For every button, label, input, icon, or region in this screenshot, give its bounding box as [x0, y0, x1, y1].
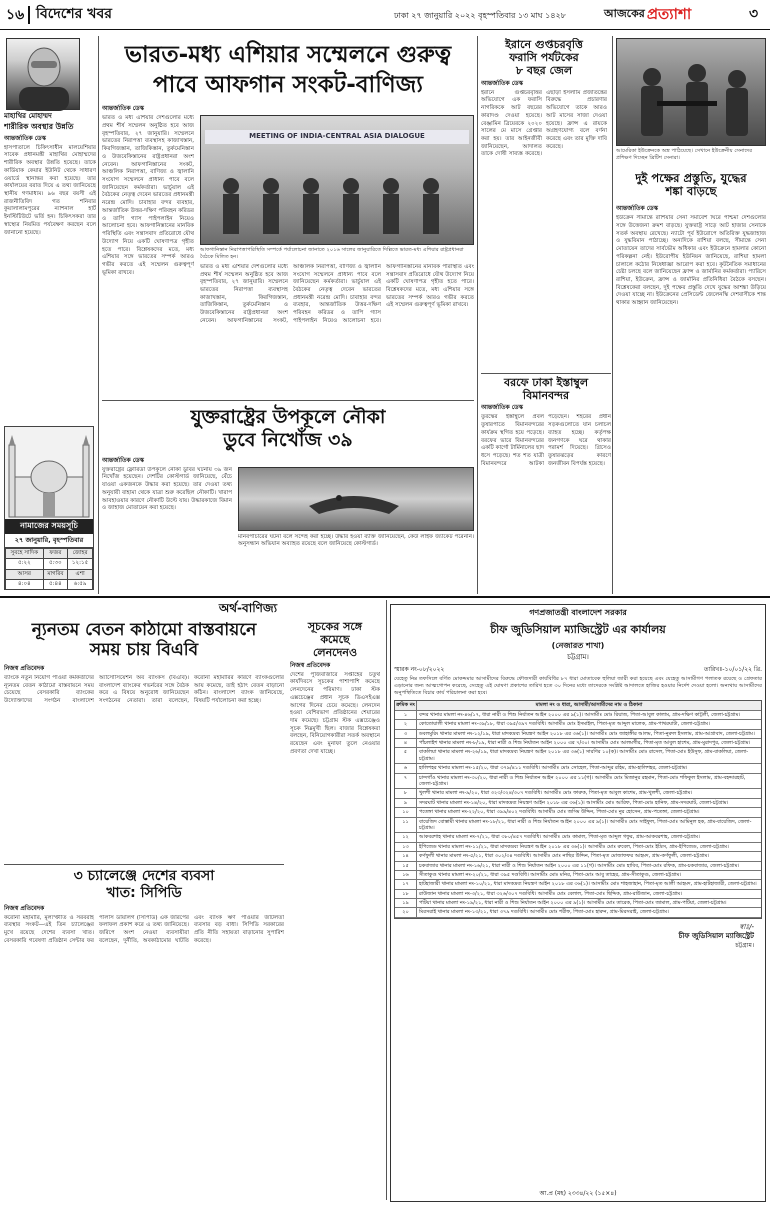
brand-prefix: আজকের [604, 6, 645, 20]
istanbul-block [481, 376, 611, 592]
notice-row [395, 799, 761, 808]
istanbul-headline-2: বিমানবন্দর [522, 389, 570, 403]
notice-intro: যেহেতু নিম্ন তফসিলে বর্ণিত মোকদ্দমার আসামীদের বিরুদ্ধে ফৌজদারী কার্যবিধির ৮৭ ধারা মোতাবেক হুলিয়া জারী করা হয়েছে এবং যেহেতু আসামীগণ পলাতক রয়েছে ও গ্রেফতার এড়ানোর জন্য আত্মগোপন করেছে, সেহেতু এই ঘোষণা প্রকাশের তারিখ হতে ৩০ দিনের মধ্যে তাদেরকে সংশ্লিষ্ট আদালতে হাজির হওয়ার নির্দেশ দেওয়া হলো। অন্যথায় আসামীদের অনুপস্থিতিতে বিচার কার্য পরিচালনা করা হবে। [394, 675, 762, 697]
notice-row [395, 899, 761, 908]
notice-row [395, 808, 761, 817]
mahathir-story [4, 38, 96, 426]
mosque-illustration [5, 427, 93, 519]
index-story [290, 620, 380, 1092]
iran-headline-1: ইরানে গুপ্তচরবৃত্তি [505, 38, 583, 51]
court-notice [390, 604, 766, 1202]
wage-story [4, 620, 284, 862]
mahathir-body: হাসপাতালে চিকিৎসাধীন মালয়েশিয়ার সাবেক প্রধানমন্ত্রী মাহাথির মোহাম্মদের শারীরিক অবস্থার উন্নতি হয়েছে। তাকে কার্ডিয়াক কেয়ার ইউনিট থেকে সাধারণ ওয়ার্ডে স্থানান্তর করা হয়েছে। তার কার্যালয়ের বরাত দিয়ে এ তথ্য জানিয়েছে স্থানীয় গণমাধ্যম। ৯৬ বছর বয়সী এই রাজনীতিবিদ গত শনিবার কুয়ালালামপুরের ন্যাশনাল হার্ট ইনস্টিটিউটে ভর্তি হন। চিকিৎসকরা তার স্বাস্থ্যের নিয়মিত পর্যবেক্ষণ করছেন বলে জানানো হয়েছে। [4, 144, 96, 236]
capsized-boat-icon [239, 468, 469, 532]
meeting-banner: MEETING OF INDIA-CENTRAL ASIA DIALOGUE [205, 130, 469, 143]
iran-story [481, 38, 607, 370]
notice-serial: ৮ [395, 789, 417, 797]
prayer-cell: ১২:১৫ [68, 559, 93, 570]
boat-photo [238, 467, 474, 531]
notice-serial: ৩ [395, 730, 417, 738]
notice-row [395, 739, 761, 748]
notice-entry: সদরঘাট থানার মামলা নং-১৪/২০, ধারা মাদকদ্রব্য নিয়ন্ত্রণ আইন ২০১৮ এর ৩৬(১)। আসামীঃ মোঃ আরিফ, পিতা-মোঃ হানিফ, গ্রাম-সদরঘাট, জেলা-চট্টগ্রাম। [419, 799, 729, 806]
prayer-row [6, 548, 93, 559]
notice-row [395, 833, 761, 842]
lead-headline-1: ভারত-মধ্য এশিয়ার সম্মেলনে গুরুত্ব [124, 42, 452, 68]
mosque-icon [5, 427, 93, 519]
lead-photo-caption: আফগানিস্তান নিরাপত্তাপরিস্থিতি সম্পর্কে পর্যালোচনা জানাতে ২০১৬ সালের জানুয়ারিতে দিল্লিতে ভারত-মধ্য এশিয়ার রাষ্ট্রপ্রধানরা বৈঠকে মিলিত হন। [200, 247, 464, 261]
notice-entry: পটিয়া থানার মামলা নং-১৯/২১, ধারা নারী ও শিশু নির্যাতন আইন ২০০০ এর ৯(১)। আসামীঃ মোঃ তারেক, পিতা-মোঃ জামাল, গ্রাম-পটিয়া, জেলা-চট্টগ্রাম। [419, 900, 727, 907]
notice-row [395, 818, 761, 834]
soldiers-icon [617, 39, 766, 147]
lead-body: ভারত ও মধ্য এশিয়ার দেশগুলোর মধ্যে প্রথম শীর্ষ সম্মেলন অনুষ্ঠিত হবে আজ বৃহস্পতিবার, ২৭ জানুয়ারি। সম্মেলনে ভারতের নিরাপত্তা ব্যবস্থাসহ কাজাখস্তান, কিরগিজস্তান, তাজিকিস্তান, তুর্কমেনিস্তান ও উজবেকিস্তানের রাষ্ট্রপ্রধানরা অংশ নেবেন। আফগানিস্তানের সংকট, আঞ্চলিক নিরাপত্তা, বাণিজ্য ও জ্বালানি সংযোগ সম্মেলনে প্রাধান্য পাবে বলে জানিয়েছেন কর্মকর্তারা। ভার্চুয়াল এই বৈঠকের নেতৃত্ব দেবেন ভারতের প্রধানমন্ত্রী নরেন্দ্র মোদি। চাবাহার বন্দর ব্যবহার, আন্তর্জাতিক উত্তর-দক্ষিণ পরিবহন করিডর ও তাপি গ্যাস পাইপলাইন নিয়েও আলোচনা হবে। আফগানিস্তানের মানবিক পরিস্থিতি এবং সন্ত্রাসবাদ প্রতিরোধে যৌথ উদ্যোগ নিয়ে একটি ঘোষণাপত্র গৃহীত হতে পারে। বিশ্লেষকদের মতে, মধ্য এশিয়ার সঙ্গে ভারতের সম্পর্ক আরও গভীর করতে এই সম্মেলন গুরুত্বপূর্ণ ভূমিকা রাখবে। [102, 115, 194, 276]
boat-byline: আন্তর্জাতিক ডেস্ক [102, 456, 144, 464]
mahathir-photo [6, 38, 80, 110]
notice-serial: ২০ [395, 908, 417, 916]
notice-serial: ৯ [395, 799, 417, 807]
ukraine-headline-2: শঙ্কা বাড়ছে [665, 184, 717, 199]
cpd-headline-1: ৩ চ্যালেঞ্জে দেশের ব্যবসা [73, 868, 215, 884]
iran-headline-2: ফরাসি পর্যটকের [509, 51, 579, 65]
iran-headline-3: ৮ বছর জেল [515, 64, 573, 78]
iran-byline: আন্তর্জাতিক ডেস্ক [481, 79, 523, 87]
notice-city: চট্টগ্রাম। [567, 653, 589, 662]
notice-entry: পতেঙ্গা থানার মামলা নং-২২/২০, ধারা ৩৯৯/৪০২ দণ্ডবিধি। আসামীঃ মোঃ জসিম উদ্দিন, পিতা-মোঃ নুর হোসেন, গ্রাম-পতেঙ্গা, জেলা-চট্টগ্রাম। [419, 809, 700, 816]
notice-row [395, 871, 761, 880]
notice-row [395, 730, 761, 739]
prayer-row [6, 580, 93, 590]
notice-entry: রাউজান থানার মামলা নং-৩/২১, ধারা ৩২৬/৩০৭ দণ্ডবিধি। আসামীঃ মোঃ বেলাল, পিতা-মোঃ ছিদ্দিক, গ্রাম-রাউজান, জেলা-চট্টগ্রাম। [419, 890, 682, 897]
index-byline: নিজস্ব প্রতিবেদক [290, 661, 331, 669]
prayer-box [4, 426, 94, 590]
index-body: দেশের পুঁজিবাজারে সপ্তাহের চতুর্থ কার্যদিবসে সূচকের পাশাপাশি কমেছে লেনদেনের পরিমাণ। ঢাকা স্টক এক্সচেঞ্জের প্রধান সূচক ডিএসইএক্স আগের দিনের চেয়ে কমেছে। লেনদেন হওয়া বেশিরভাগ প্রতিষ্ঠানের শেয়ারের দাম কমেছে। চট্টগ্রাম স্টক এক্সচেঞ্জেও সূচক নিম্নমুখী ছিল। বাজার বিশ্লেষকরা বলছেন, বিনিয়োগকারীরা সতর্ক অবস্থানে রয়েছেন এবং মুনাফা তুলে নেওয়ার প্রবণতা দেখা যাচ্ছে। [290, 671, 380, 755]
notice-row [395, 774, 761, 790]
notice-serial: ৭ [395, 774, 417, 789]
notice-row [395, 908, 761, 917]
lead-photo [200, 115, 474, 245]
notice-row [395, 711, 761, 720]
boat-body-continued: মানবপাচারের ঘটনা বলে সন্দেহ করা হচ্ছে। উদ্ধার হওয়া ব্যক্তি জানিয়েছেন, কেউ লাইফ জ্যাকেট পরেননি। অনুসন্ধান অভিযান অব্যাহত রয়েছে বলে জানিয়েছে কোস্টগার্ড। [238, 533, 474, 548]
notice-row [395, 789, 761, 798]
notice-serial: ২ [395, 720, 417, 728]
column-rule [98, 36, 99, 594]
notice-row [395, 720, 761, 729]
istanbul-byline: আন্তর্জাতিক ডেস্ক [481, 404, 523, 412]
notice-table-header [395, 701, 761, 710]
notice-sign-label: স্বাঃ/- [739, 922, 754, 931]
notice-serial: ১৯ [395, 899, 417, 907]
prayer-cell: ৫:৪৪ [43, 580, 68, 590]
cpd-story [4, 868, 284, 1200]
section-rule [0, 596, 770, 598]
istanbul-body: তুরস্কের ইস্তাম্বুলে প্রবল তুষারপাতে বিমানবন্দরের কার্যক্রম স্থগিত হয়ে পড়েছে। বরফের ভারে বিমানবন্দরের একটি কার্গো টার্মিনালের ছাদ ধসে পড়েছে। শত শত যাত্রী বিমানবন্দরে আটকা পড়েছেন। শহরের প্রধান সড়কগুলোতে যান চলাচল ব্যাহত হচ্ছে। কর্তৃপক্ষ জনগণকে ঘরে থাকার পরামর্শ দিয়েছে। গ্রিসেও তুষারঝড়ের কারণে জনজীবন বিপর্যস্ত হয়েছে। [481, 414, 611, 467]
notice-row [395, 748, 761, 764]
ukraine-photo [616, 38, 766, 146]
notice-serial: ১৬ [395, 871, 417, 879]
notice-entry: বাকলিয়া থানার মামলা নং-২৬/১৯, ধারা মাদকদ্রব্য নিয়ন্ত্রণ আইন ২০১৮ এর ৩৬(১) সারণির ১০(ক)। আসামীঃ মোঃ রাসেল, পিতা-মোঃ ইউসুফ, গ্রাম-বাকলিয়া, জেলা-চট্টগ্রাম। [419, 749, 749, 762]
column-rule [477, 36, 478, 594]
notice-row [395, 852, 761, 861]
header-rule [0, 29, 770, 30]
prayer-row [6, 559, 93, 570]
prayer-table [5, 548, 93, 590]
notice-entry: চান্দগাঁও থানার মামলা নং-৩০/২০, ধারা নারী ও শিশু নির্যাতন আইন ২০০০ এর ১১(গ)। আসামীঃ মোঃ মিজানুর রহমান, পিতা-মোঃ শফিকুল ইসলাম, গ্রাম-বহদ্দারহাট, জেলা-চট্টগ্রাম। [419, 774, 746, 787]
notice-row [395, 764, 761, 773]
page-number: ১৬ [6, 7, 25, 23]
cpd-byline: নিজস্ব প্রতিবেদক [4, 904, 45, 912]
notice-serial: ১৩ [395, 843, 417, 851]
notice-entry: ডবলমুরিং থানার মামলা নং-১২/১৯, ধারা মাদকদ্রব্য নিয়ন্ত্রণ আইন ২০১৮ এর ৩৬(১)। আসামীঃ মোঃ জাহাঙ্গীর আলম, পিতা-নুরুল ইসলাম, গ্রাম-আগ্রাবাদ, জেলা-চট্টগ্রাম। [419, 730, 755, 737]
prayer-cell: ৫:২২ [6, 559, 44, 570]
notice-entry: চকবাজার থানার মামলা নং-১৬/২১, ধারা নারী ও শিশু নির্যাতন আইন ২০০০ এর ১১(গ)। আসামীঃ মোঃ হাবিব, পিতা-মোঃ রফিক, গ্রাম-চকবাজার, জেলা-চট্টগ্রাম। [419, 862, 740, 869]
ukraine-byline: আন্তর্জাতিক ডেস্ক [616, 205, 658, 213]
notice-sign-title: চীফ জুডিসিয়াল ম্যাজিস্ট্রেট [678, 932, 754, 941]
notice-serial: ৪ [395, 739, 417, 747]
boat-headline-1: যুক্তরাষ্ট্রের উপকূলে নৌকা [190, 406, 386, 428]
masthead-logo [604, 4, 691, 24]
notice-table [394, 700, 762, 918]
index-headline-2: কমেছে [320, 633, 350, 647]
notice-branch: (নেজারত শাখা) [551, 640, 605, 650]
commerce-label [168, 600, 328, 616]
notice-entry: ইপিজেড থানার মামলা নং-১১/২১, ধারা মাদকদ্রব্য নিয়ন্ত্রণ আইন ২০১৮ এর ৩৬(১)। আসামীঃ মোঃ রুবেল, পিতা-মোঃ ইদ্রিস, গ্রাম-ইপিজেড, জেলা-চট্টগ্রাম। [419, 843, 729, 850]
index-headline-3: লেনদেনও [312, 646, 358, 660]
mahathir-byline: আন্তর্জাতিক ডেস্ক [4, 134, 46, 142]
prayer-cell: এশা [68, 569, 93, 580]
col-description: মামলা নং ও ধারা, আসামী/আসামীদের নাম ও ঠিকানা [535, 702, 643, 709]
col-serial: ক্রমিক নং [395, 701, 417, 709]
dateline: ঢাকা ২৭ জানুয়ারি ২০২২ বৃহস্পতিবার ১৩ মাঘ ১৪২৮ [394, 11, 566, 20]
prayer-cell: সুবহে সাদিক [6, 548, 44, 559]
notice-entry: খুলশী থানার মামলা নং-৯/২০, ধারা ৩২৩/৩২৪/৩০৭ দণ্ডবিধি। আসামীঃ মোঃ ফারুক, পিতা-মৃত আবুল কাশেম, গ্রাম-খুলশী, জেলা-চট্টগ্রাম। [419, 790, 693, 797]
notice-entry: বায়েজিদ বোস্তামী থানার মামলা নং-১৮/২১, ধারা নারী ও শিশু নির্যাতন আইন ২০০০ এর ৯(১)। আসামীঃ মোঃ সাইফুল, পিতা-মোঃ আমিনুল হক, গ্রাম-বায়েজিদ, জেলা-চট্টগ্রাম। [419, 818, 752, 831]
notice-gov: গণপ্রজাতন্ত্রী বাংলাদেশ সরকার [529, 608, 627, 617]
notice-serial: ৫ [395, 748, 417, 763]
prayer-cell: ৪:০৪ [6, 580, 44, 590]
prayer-row [6, 569, 93, 580]
wage-body: ব্যাংকে নতুন নিয়োগ পাওয়া কর্মকর্তাদের ন্যূনতম বেতন কাঠামো বাস্তবায়নে সময় চেয়েছে বেসরকারি ব্যাংকের উদ্যোক্তাদের সংগঠন বাংলাদেশ অ্যাসোসিয়েশন অব ব্যাংকস (বিএবি)। বাংলাদেশ ব্যাংকের গভর্নরের সঙ্গে বৈঠক করে এ বিষয়ে অনুরোধ জানিয়েছেন সংগঠনের নেতারা। তারা বলেছেন, করোনা মহামারির কারণে ব্যাংকগুলোর আয় কমেছে, তাই হঠাৎ বেতন বাড়ানো কঠিন। বাংলাদেশ ব্যাংক জানিয়েছে, বিষয়টি পর্যালোচনা করা হচ্ছে। [4, 674, 284, 705]
ukraine-photo-caption: আমেরিকা ইউক্রেনকে অস্ত্র পাঠিয়েছে। সেখানে ইউক্রেনীয় সেনাদের প্রশিক্ষণ দিচ্ছেন ব্রিটিশ সেনারা। [616, 148, 753, 161]
notice-serial: ১৪ [395, 852, 417, 860]
brand-number: ৩ [749, 6, 759, 22]
lead-headline-2: পাবে আফগান সংকট-বাণিজ্য [153, 71, 423, 98]
prayer-date: ২৭ জানুয়ারি, বৃহস্পতিবার [5, 534, 93, 548]
prayer-title: নামাজের সময়সূচি [5, 519, 93, 534]
notice-serial: ১০ [395, 808, 417, 816]
notice-row [395, 880, 761, 889]
page-header [0, 0, 770, 30]
notice-office: চীফ জুডিসিয়াল ম্যাজিস্ট্রেট এর কার্যালয় [490, 622, 666, 636]
column-rule [386, 600, 387, 1200]
lead-body-continued: ভারত ও মধ্য এশিয়ার দেশগুলোর মধ্যে প্রথম শীর্ষ সম্মেলন অনুষ্ঠিত হবে আজ বৃহস্পতিবার, ২৭ জানুয়ারি। সম্মেলনে ভারতের নিরাপত্তা ব্যবস্থাসহ কাজাখস্তান, কিরগিজস্তান, তাজিকিস্তান, তুর্কমেনিস্তান ও উজবেকিস্তানের রাষ্ট্রপ্রধানরা অংশ নেবেন। আফগানিস্তানের সংকট, আঞ্চলিক নিরাপত্তা, বাণিজ্য ও জ্বালানি সংযোগ সম্মেলনে প্রাধান্য পাবে বলে জানিয়েছেন কর্মকর্তারা। ভার্চুয়াল এই বৈঠকের নেতৃত্ব দেবেন ভারতের প্রধানমন্ত্রী নরেন্দ্র মোদি। চাবাহার বন্দর ব্যবহার, আন্তর্জাতিক উত্তর-দক্ষিণ পরিবহন করিডর ও তাপি গ্যাস পাইপলাইন নিয়েও আলোচনা হবে। আফগানিস্তানের মানবিক পরিস্থিতি এবং সন্ত্রাসবাদ প্রতিরোধে যৌথ উদ্যোগ নিয়ে একটি ঘোষণাপত্র গৃহীত হতে পারে। বিশ্লেষকদের মতে, মধ্য এশিয়ার সঙ্গে ভারতের সম্পর্ক আরও গভীর করতে এই সম্মেলন গুরুত্বপূর্ণ ভূমিকা রাখবে। [200, 263, 474, 324]
divider-bar [28, 6, 30, 24]
wage-headline-2: সময় চায় বিএবি [89, 640, 199, 661]
boat-headline-2: ডুবে নিখোঁজ ৩৯ [223, 428, 353, 451]
story-rule [102, 400, 474, 401]
notice-date: তারিখঃ-১০/০১/২২ খ্রি. [704, 665, 762, 673]
mahathir-headline: শারীরিক অবস্থার উন্নতি [4, 122, 74, 132]
prayer-cell: আসর [6, 569, 44, 580]
notice-serial: ১৫ [395, 862, 417, 870]
notice-row [395, 862, 761, 871]
story-rule [4, 864, 284, 865]
notice-serial: ৬ [395, 764, 417, 772]
notice-memo: স্মারক নং-০৮/২০২২ [394, 665, 445, 673]
ukraine-story [616, 38, 766, 594]
cpd-body: করোনা মহামারি, মূল্যস্ফীতি ও সরবরাহ ব্যবস্থার সংকট—এই তিন চ্যালেঞ্জের মুখে রয়েছে দেশের ব্যবসা খাত। বেসরকারি গবেষণা প্রতিষ্ঠান সেন্টার ফর পলিসি ডায়ালগ (সিপিডি) এক জরিপের ফলাফল প্রকাশ করে এ তথ্য জানিয়েছে। জরিপে অংশ নেওয়া ব্যবসায়ীরা বলেছেন, দুর্নীতি, অবকাঠামোর ঘাটতি এবং ব্যাংক ঋণ পাওয়ার জটিলতা ব্যবসার বড় বাধা। সিপিডি সরকারের প্রতি নীতি সহায়তা বাড়ানোর সুপারিশ করেছে। [4, 914, 284, 944]
lead-story [102, 36, 474, 396]
notice-entry: কর্ণফুলী থানার মামলা নং-৫/২১, ধারা ৩০২/৩৪ দণ্ডবিধি। আসামীঃ মোঃ নাছির উদ্দিন, পিতা-মৃত মোজাফফর আহমদ, গ্রাম-কর্ণফুলী, জেলা-চট্টগ্রাম। [419, 853, 710, 860]
notice-serial: ১১ [395, 818, 417, 833]
notice-row [395, 843, 761, 852]
index-headline-1: সূচকের সঙ্গে [307, 620, 363, 633]
notice-serial: ১ [395, 711, 417, 719]
notice-sign-city: চট্টগ্রাম। [735, 941, 754, 949]
column-rule [612, 36, 613, 594]
delegates-icon [201, 146, 471, 256]
section-title: বিদেশের খবর [36, 6, 112, 22]
story-rule [481, 373, 611, 374]
portrait-icon [7, 39, 81, 111]
notice-serial: ১২ [395, 833, 417, 841]
notice-serial: ১৮ [395, 890, 417, 898]
notice-rows [395, 711, 761, 918]
prayer-cell: মাগরিব [43, 569, 68, 580]
wage-headline-1: ন্যূনতম বেতন কাঠামো বাস্তবায়নে [31, 620, 257, 640]
notice-entry: কোতোয়ালী থানার মামলা নং-৩৯/১৮, ধারা ৩৯৫/৩৯৭ দণ্ডবিধি। আসামীঃ মোঃ ইসমাইল, পিতা-মৃত আব্দুল মালেক, গ্রাম-পাথরঘাটা, জেলা-চট্টগ্রাম। [419, 721, 710, 728]
prayer-cell: ৬:৫৯ [68, 580, 93, 590]
prayer-cell: ফজর [43, 548, 68, 559]
notice-entry: সীতাকুণ্ড থানার মামলা নং-২০/২১, ধারা ৩৯৫ দণ্ডবিধি। আসামীঃ মোঃ মনির, পিতা-মোঃ আবু তাহের, গ্রাম-সীতাকুণ্ড, জেলা-চট্টগ্রাম। [419, 871, 682, 878]
notice-serial: ১৭ [395, 880, 417, 888]
prayer-cell: জোহর [68, 548, 93, 559]
lead-byline: আন্তর্জাতিক ডেস্ক [102, 105, 144, 113]
wage-byline: নিজস্ব প্রতিবেদক [4, 664, 45, 672]
ukraine-headline-1: দুই পক্ষের প্রস্তুতি, যুদ্ধের [635, 170, 747, 185]
prayer-cell: ৫:৩০ [43, 559, 68, 570]
notice-row [395, 890, 761, 899]
brand-name: প্রত্যাশা [646, 4, 692, 23]
notice-entry: হালিশহর থানার মামলা নং-১৫/২০, ধারা ৩৭৯/৪১১ দণ্ডবিধি। আসামীঃ মোঃ সোহেল, পিতা-আব্দুর রহিম, গ্রাম-হালিশহর, জেলা-চট্টগ্রাম। [419, 765, 688, 772]
notice-entry: আকবরশাহ থানার মামলা নং-৭/২১, ধারা ৩৮০/৪৫৭ দণ্ডবিধি। আসামীঃ মোঃ কামাল, পিতা-মৃত আব্দুল গফুর, গ্রাম-আকবরশাহ, জেলা-চট্টগ্রাম। [419, 834, 700, 841]
istanbul-headline-1: বরফে ঢাকা ইস্তাম্বুল [503, 376, 589, 389]
mahathir-caption: মাহাথির মোহাম্মদ [4, 112, 52, 120]
ukraine-body: ইউক্রেন সীমান্তে রাশিয়ার সেনা সমাবেশ ঘিরে পশ্চিমা দেশগুলোর সঙ্গে উত্তেজনা ক্রমশ বাড়ছে। যুক্তরাষ্ট্র সাড়ে আট হাজার সেনাকে সতর্ক অবস্থায় রেখেছে। ন্যাটো পূর্ব ইউরোপে অতিরিক্ত যুদ্ধজাহাজ ও যুদ্ধবিমান পাঠাচ্ছে। অন্যদিকে রাশিয়া বলছে, সীমান্তে সেনা মোতায়েন তাদের সার্বভৌম অধিকার এবং ইউক্রেনে হামলার কোনো পরিকল্পনা নেই। ইউরোপীয় ইউনিয়ন জানিয়েছে, রাশিয়া হামলা চালালে কঠোর নিষেধাজ্ঞা আরোপ করা হবে। কূটনৈতিক সমাধানের চেষ্টা চলছে বলে জানিয়েছেন ফ্রান্স ও জার্মানির কর্মকর্তারা। প্যারিসে রাশিয়া, ইউক্রেন, ফ্রান্স ও জার্মানির প্রতিনিধিরা বৈঠকে বসছেন। বিশ্লেষকেরা বলছেন, দুই পক্ষের প্রস্তুতি দেখে যুদ্ধের আশঙ্কা উড়িয়ে দেওয়া যাচ্ছে না। ইউক্রেনের প্রেসিডেন্ট জেলেনস্কি দেশবাসীকে শান্ত থাকার আহ্বান জানিয়েছেন। [616, 215, 766, 307]
notice-entry: পাঁচলাইশ থানার মামলা নং-৮/১৯, ধারা নারী ও শিশু নির্যাতন আইন ২০০০ এর ৭/৩০। আসামীঃ মোঃ আলমগীর, পিতা-মৃত আবুল হাশেম, গ্রাম-মুরাদপুর, জেলা-চট্টগ্রাম। [419, 740, 751, 747]
notice-entry: হাটহাজারী থানার মামলা নং-১০/২১, ধারা মাদকদ্রব্য নিয়ন্ত্রণ আইন ২০১৮ এর ৩৬(১)। আসামীঃ মোঃ শাহজাহান, পিতা-মৃত আলী আহমদ, গ্রাম-হাটহাজারী, জেলা-চট্টগ্রাম। [419, 881, 757, 888]
notice-footer: আ.প্র (মহ) ২৩৩৪/২২ (১৫×৪) [539, 1189, 617, 1197]
iran-body: ইরানে গুপ্তচরবৃত্তির অভিযোগে এক ফরাসি নাগরিককে আট বছরের কারাদণ্ড দেওয়া হয়েছে। বেঞ্জামিন ব্রিয়েরকে ২০২০ সালের মে মাসে গ্রেপ্তার করা হয়। তার আইনজীবী জানিয়েছেন, আদালত তাকে দোষী সাব্যস্ত করেছে। এছাড়া ইসলামি প্রজাতন্ত্রের বিরুদ্ধে প্রচারণার অভিযোগে তাকে আরও আট মাসের সাজা দেওয়া হয়েছে। ফ্রান্স এ রায়কে অগ্রহণযোগ্য বলে বর্ণনা করেছে এবং তার মুক্তি দাবি করেছে। [481, 89, 607, 158]
notice-entry: মিরসরাই থানার মামলা নং-১৩/২১, ধারা ৩৭৯ দণ্ডবিধি। আসামীঃ মোঃ শরীফ, পিতা-মোঃ হারুন, গ্রাম-মিরসরাই, জেলা-চট্টগ্রাম। [419, 909, 669, 916]
notice-entry: বন্দর থানার মামলা নং-৪৬/১৭, ধারা নারী ও শিশু নির্যাতন আইন ২০০০ এর ৯(১)। আসামীঃ মোঃ রিয়াজ, পিতা-আবুল কালাম, গ্রাম-দক্ষিণ কাট্টলী, জেলা-চট্টগ্রাম। [419, 711, 741, 718]
commerce-label-text: অর্থ-বাণিজ্য [218, 601, 278, 615]
cpd-headline-2: খাত: সিপিডি [106, 884, 182, 901]
boat-body: যুক্তরাষ্ট্রের ফ্লোরিডা উপকূলে নৌকা ডুবির ঘটনায় ৩৯ জন নিখোঁজ হয়েছেন। দেশটির কোস্টগার্ড জানিয়েছে, বেঁচে যাওয়া একজনকে উদ্ধার করা হয়েছে। তার দেওয়া তথ্য অনুযায়ী বাহামা থেকে যাত্রা শুরু করেছিল নৌকাটি। খারাপ আবহাওয়ার কারণে নৌকাটি উল্টে যায়। উদ্ধারকাজে বিমান ও জাহাজ মোতায়েন করা হয়েছে। [102, 466, 232, 512]
